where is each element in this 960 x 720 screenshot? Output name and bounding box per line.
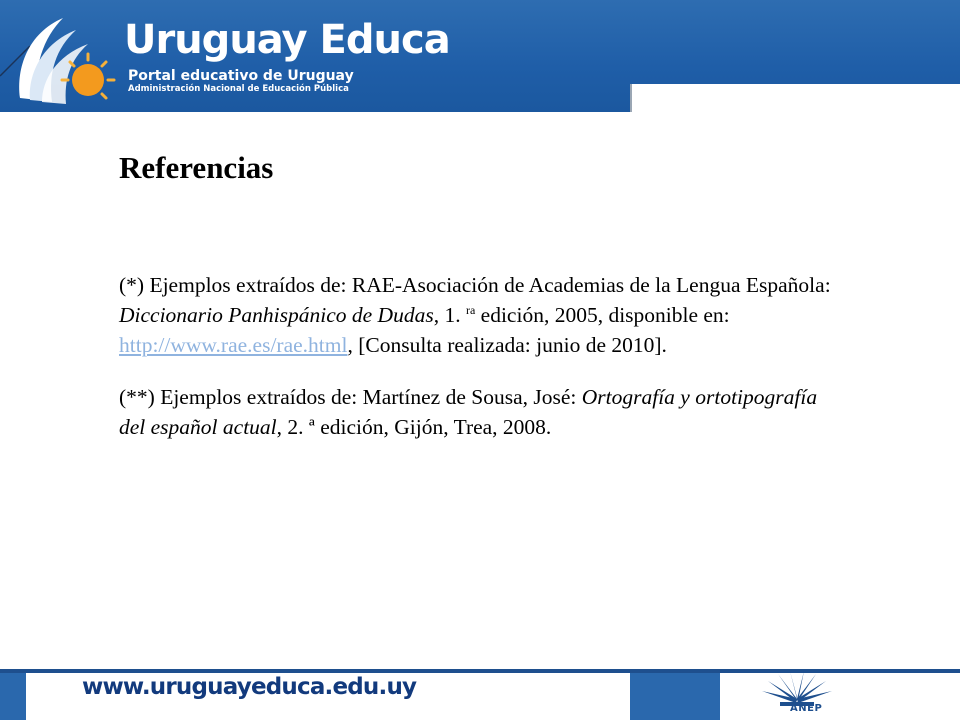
- ref1-after-sup: edición, 2005, disponible en:: [475, 303, 730, 327]
- ref2-prefix: (**) Ejemplos extraídos de: Martínez de Sousa, José:: [119, 385, 582, 409]
- ref1-edition-superscript: ra: [465, 302, 476, 317]
- ref2-book-title: Ortografía y ortotipografía del español actual: [119, 385, 818, 439]
- brand-title: Uruguay Educa: [124, 17, 450, 63]
- header-banner: [0, 0, 960, 112]
- header-white-tab: [630, 84, 960, 112]
- rae-link[interactable]: http://www.rae.es/rae.html: [119, 333, 348, 357]
- ref2-suffix: , 2. ª edición, Gijón, Trea, 2008.: [276, 415, 552, 439]
- brand-tagline: Administración Nacional de Educación Pública: [128, 84, 349, 94]
- ref1-edition: , 1.: [433, 303, 466, 327]
- footer-url[interactable]: www.uruguayeduca.edu.uy: [82, 674, 417, 700]
- ref1-suffix: , [Consulta realizada: junio de 2010].: [347, 333, 667, 357]
- references-body: [119, 270, 839, 464]
- brand-subtitle: Portal educativo de Uruguay: [128, 68, 354, 84]
- reference-1: [119, 270, 839, 360]
- uruguay-educa-logo-icon: [8, 8, 118, 108]
- ref1-prefix: (*) Ejemplos extraídos de: RAE-Asociación de Academias de la Lengua Española:: [119, 273, 831, 297]
- reference-2: [119, 382, 839, 442]
- slide-title: Referencias: [119, 150, 274, 185]
- ref1-book-title: Diccionario Panhispánico de Dudas: [119, 303, 434, 327]
- anep-label: ANEP: [790, 703, 823, 714]
- header-tab-edge: [630, 84, 632, 112]
